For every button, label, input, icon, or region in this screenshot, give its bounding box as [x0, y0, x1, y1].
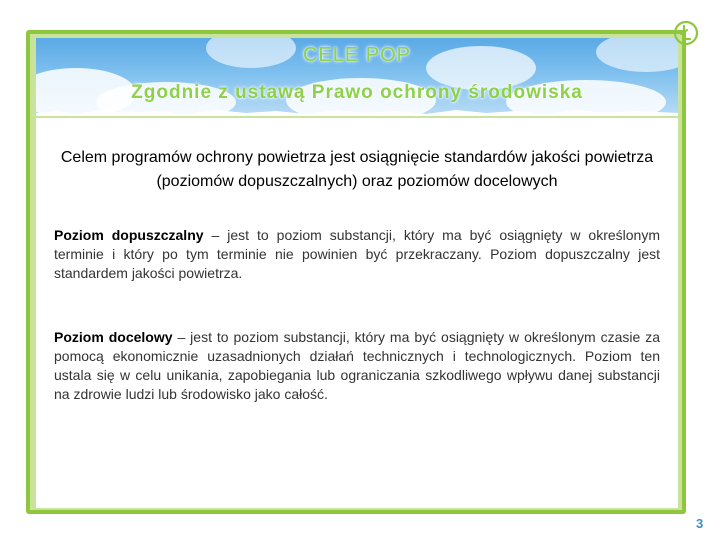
torn-edge — [36, 108, 678, 116]
slide-subtitle: Zgodnie z ustawą Prawo ochrony środowiska — [131, 82, 583, 103]
definition-text: – jest to poziom substancji, który ma być osiągnięty w określonym terminie i który po tym terminie nie powinien być przekraczany. Poziom dopuszczalny jest standardem jakości powietrza. — [54, 227, 660, 281]
definition-term: Poziom dopuszczalny — [54, 227, 204, 243]
definition-dopuszczalny — [54, 226, 660, 283]
page-number: 3 — [696, 516, 704, 531]
definition-docelowy — [54, 328, 660, 404]
header-banner — [36, 38, 678, 116]
intro-text: Celem programów ochrony powietrza jest osiągnięcie standardów jakości powietrza (poziomów dopuszczalnych) oraz poziomów docelowych — [60, 149, 654, 190]
definition-term: Poziom docelowy — [54, 329, 173, 345]
slide-title: CELE POP — [302, 44, 412, 66]
eco-logo-icon — [673, 20, 699, 46]
definition-text: – jest to poziom substancji, który ma być osiągnięty w określonym czasie za pomocą ekonomicznie uzasadnionych działań technicznych i technologicznych. Poziom ten ustala się w celu unikania, zapobiegania lub ograniczania szkodliwego wpływu danej substancji na zdrowie ludzi lub środowisko jako całość. — [54, 329, 660, 402]
content-panel — [36, 118, 678, 508]
